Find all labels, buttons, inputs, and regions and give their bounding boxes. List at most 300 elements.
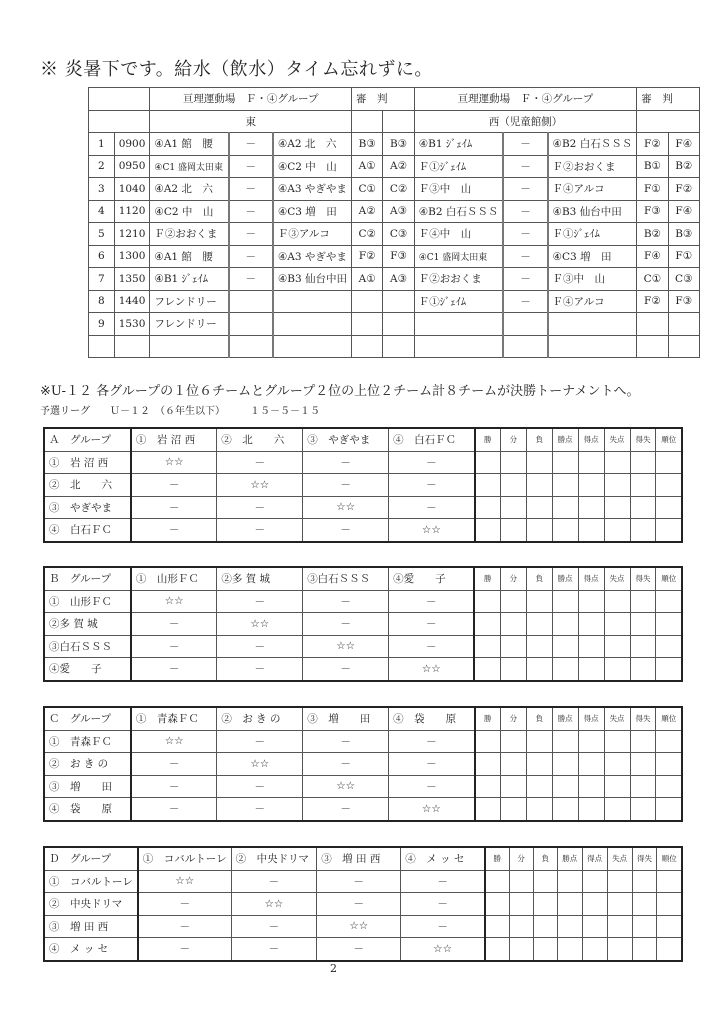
stat-cell[interactable] (656, 775, 682, 798)
stat-cell[interactable] (607, 870, 632, 893)
stat-cell[interactable] (533, 938, 557, 961)
east-away-team (273, 290, 352, 313)
schedule-side-row (89, 110, 700, 133)
result-cell[interactable]: － (217, 451, 303, 474)
stat-cell[interactable] (533, 870, 557, 893)
stat-cell[interactable] (632, 938, 657, 961)
stat-cell[interactable] (630, 519, 656, 542)
team-name: ③ 増 田 (44, 775, 131, 798)
group-d-table (43, 846, 683, 962)
result-cell[interactable]: － (131, 496, 217, 519)
stat-cell[interactable] (630, 798, 656, 821)
stat-header: 得失 (630, 567, 656, 590)
result-cell[interactable]: － (131, 519, 217, 542)
result-cell[interactable]: － (389, 635, 475, 658)
stat-cell[interactable] (582, 870, 607, 893)
result-cell[interactable]: － (389, 775, 475, 798)
opponent-column-header: ② お き の (217, 707, 303, 730)
result-cell[interactable]: － (389, 451, 475, 474)
west-referee-header: 審 判 (637, 88, 700, 111)
result-cell[interactable]: － (231, 870, 317, 893)
self-match-cell[interactable]: ☆☆ (401, 938, 485, 961)
east-referee-1: A② (352, 200, 383, 223)
stat-cell[interactable] (509, 893, 533, 916)
result-cell[interactable]: － (401, 870, 485, 893)
result-cell[interactable]: － (303, 590, 389, 613)
stat-cell[interactable] (630, 730, 656, 753)
result-cell[interactable]: － (217, 590, 303, 613)
result-cell[interactable]: － (317, 893, 401, 916)
stat-cell[interactable] (557, 893, 582, 916)
stat-cell[interactable] (656, 730, 682, 753)
tournament-notice: ※U-１２ 各グループの１位６チームとグループ２位の上位２チーム計８チームが決勝トーナメントへ。 (40, 384, 640, 399)
self-match-cell[interactable]: ☆☆ (303, 775, 389, 798)
self-match-cell[interactable]: ☆☆ (303, 496, 389, 519)
side-blank (89, 110, 150, 133)
stat-cell[interactable] (630, 590, 656, 613)
opponent-column-header: ① 岩 沼 西 (131, 428, 217, 451)
stat-cell[interactable] (526, 775, 552, 798)
stat-cell[interactable] (657, 915, 682, 938)
stat-cell[interactable] (604, 798, 630, 821)
stat-cell[interactable] (526, 519, 552, 542)
self-match-cell[interactable]: ☆☆ (131, 451, 217, 474)
west-referee-1: F③ (637, 200, 668, 223)
stat-cell[interactable] (604, 635, 630, 658)
result-cell[interactable]: － (217, 519, 303, 542)
stat-cell[interactable] (656, 753, 682, 776)
result-cell[interactable]: － (217, 798, 303, 821)
east-separator: － (229, 178, 273, 201)
schedule-row (89, 133, 700, 156)
stat-header: 得点 (578, 707, 604, 730)
result-cell[interactable]: － (303, 798, 389, 821)
result-cell[interactable]: － (389, 590, 475, 613)
stat-cell[interactable] (656, 658, 682, 681)
stat-cell[interactable] (475, 775, 501, 798)
group-title: Ｄ グループ (44, 847, 138, 870)
stat-cell[interactable] (630, 613, 656, 636)
result-cell[interactable]: － (389, 496, 475, 519)
east-referee-1: C① (352, 178, 383, 201)
west-home-team: Ｆ③中 山 (414, 178, 503, 201)
stat-cell[interactable] (657, 870, 682, 893)
team-name: ④ メ ッ セ (44, 938, 138, 961)
east-referee-1: B③ (352, 133, 383, 156)
result-cell[interactable]: － (138, 938, 231, 961)
east-separator: － (229, 155, 273, 178)
stat-cell[interactable] (582, 915, 607, 938)
stat-cell[interactable] (475, 798, 501, 821)
self-match-cell[interactable]: ☆☆ (217, 753, 303, 776)
stat-header: 勝点 (552, 567, 578, 590)
result-cell[interactable]: － (317, 870, 401, 893)
schedule-row (89, 268, 700, 291)
result-cell[interactable]: － (231, 938, 317, 961)
stat-cell[interactable] (485, 893, 509, 916)
stat-cell[interactable] (526, 798, 552, 821)
stat-cell[interactable] (604, 730, 630, 753)
stat-cell[interactable] (656, 590, 682, 613)
heat-notice: ※ 炎暑下です。給水（飲水）タイム忘れずに。 (40, 59, 433, 80)
stat-cell[interactable] (509, 938, 533, 961)
result-cell[interactable]: － (217, 496, 303, 519)
west-referee-2: C③ (668, 268, 699, 291)
west-label: 西（児童館側） (414, 110, 636, 133)
west-away-team (548, 313, 637, 336)
stat-cell[interactable] (500, 658, 526, 681)
group-a-table (43, 427, 683, 543)
east-referee-2: A③ (383, 200, 414, 223)
result-cell[interactable]: － (138, 915, 231, 938)
stat-cell[interactable] (500, 496, 526, 519)
west-home-team: ④B1 ｼﾞｪｲﾑ (414, 133, 503, 156)
east-away-team: ④A3 やぎやま (273, 245, 352, 268)
stat-cell[interactable] (485, 938, 509, 961)
stat-cell[interactable] (474, 613, 500, 636)
self-match-cell[interactable]: ☆☆ (217, 613, 303, 636)
stat-cell[interactable] (474, 590, 500, 613)
stat-cell[interactable] (632, 893, 657, 916)
result-cell[interactable]: － (131, 635, 217, 658)
stat-cell[interactable] (552, 474, 578, 497)
east-home-team: ④A2 北 六 (150, 178, 229, 201)
stat-cell[interactable] (552, 798, 578, 821)
stat-cell[interactable] (630, 496, 656, 519)
stat-cell[interactable] (578, 474, 604, 497)
result-cell[interactable]: － (217, 730, 303, 753)
stat-cell[interactable] (630, 658, 656, 681)
result-cell[interactable]: － (131, 613, 217, 636)
stat-cell[interactable] (485, 915, 509, 938)
stat-header: 失点 (604, 428, 630, 451)
result-cell[interactable]: － (131, 753, 217, 776)
stat-cell[interactable] (474, 635, 500, 658)
result-cell[interactable]: － (217, 775, 303, 798)
stat-cell[interactable] (500, 613, 526, 636)
west-referee-1: F② (637, 133, 668, 156)
result-cell[interactable]: － (303, 753, 389, 776)
stat-header: 勝 (485, 847, 509, 870)
stat-cell[interactable] (604, 613, 630, 636)
stat-header: 得点 (582, 847, 607, 870)
team-name: ② お き の (44, 753, 131, 776)
stat-cell[interactable] (578, 798, 604, 821)
stat-cell[interactable] (557, 938, 582, 961)
stat-cell[interactable] (475, 474, 501, 497)
stat-cell[interactable] (604, 451, 630, 474)
east-referee-1 (352, 290, 383, 313)
stat-cell[interactable] (526, 496, 552, 519)
stat-cell[interactable] (552, 753, 578, 776)
result-cell[interactable]: － (303, 613, 389, 636)
stat-cell[interactable] (552, 775, 578, 798)
east-label: 東 (150, 110, 352, 133)
east-separator: － (229, 268, 273, 291)
stat-cell[interactable] (604, 496, 630, 519)
west-referee-2: F③ (668, 290, 699, 313)
stat-cell[interactable] (578, 519, 604, 542)
self-match-cell[interactable]: ☆☆ (317, 915, 401, 938)
stat-cell[interactable] (657, 938, 682, 961)
stat-cell[interactable] (526, 753, 552, 776)
stat-cell[interactable] (552, 451, 578, 474)
opponent-column-header: ③ やぎやま (303, 428, 389, 451)
result-cell[interactable]: － (401, 915, 485, 938)
group-team-row (44, 730, 682, 753)
match-number: 7 (89, 268, 115, 291)
east-ref-blank-1 (352, 110, 383, 133)
stat-cell[interactable] (578, 775, 604, 798)
stat-cell[interactable] (656, 635, 682, 658)
result-cell[interactable]: － (231, 915, 317, 938)
self-match-cell[interactable]: ☆☆ (389, 798, 475, 821)
match-number: 6 (89, 245, 115, 268)
west-home-team (414, 313, 503, 336)
result-cell[interactable]: － (389, 753, 475, 776)
stat-cell[interactable] (578, 451, 604, 474)
stat-cell[interactable] (533, 893, 557, 916)
east-referee-2: B③ (383, 133, 414, 156)
stat-cell[interactable] (526, 635, 552, 658)
stat-cell[interactable] (533, 915, 557, 938)
stat-cell[interactable] (526, 474, 552, 497)
stat-cell[interactable] (578, 613, 604, 636)
west-referee-1: F② (637, 290, 668, 313)
group-team-row (44, 753, 682, 776)
stat-cell[interactable] (474, 658, 500, 681)
stat-cell[interactable] (500, 590, 526, 613)
west-away-team: Ｆ③中 山 (548, 268, 637, 291)
stat-cell[interactable] (500, 451, 526, 474)
self-match-cell[interactable]: ☆☆ (131, 730, 217, 753)
stat-cell[interactable] (557, 870, 582, 893)
result-cell[interactable]: － (303, 658, 389, 681)
group-team-row (44, 775, 682, 798)
east-separator: － (229, 200, 273, 223)
stat-cell[interactable] (552, 635, 578, 658)
stat-cell[interactable] (526, 590, 552, 613)
result-cell[interactable]: － (389, 613, 475, 636)
stat-cell[interactable] (500, 730, 526, 753)
opponent-column-header: ② 北 六 (217, 428, 303, 451)
stat-cell[interactable] (630, 753, 656, 776)
stat-header: 得失 (630, 707, 656, 730)
stat-cell[interactable] (607, 893, 632, 916)
stat-cell[interactable] (656, 474, 682, 497)
stat-cell[interactable] (475, 451, 501, 474)
opponent-column-header: ④愛 子 (389, 567, 475, 590)
stat-cell[interactable] (552, 658, 578, 681)
group-team-row (44, 938, 682, 961)
stat-cell[interactable] (632, 870, 657, 893)
stat-cell[interactable] (526, 730, 552, 753)
result-cell[interactable]: － (131, 658, 217, 681)
stat-cell[interactable] (604, 519, 630, 542)
east-referee-2: A③ (383, 268, 414, 291)
team-name: ④ 袋 原 (44, 798, 131, 821)
stat-cell[interactable] (604, 753, 630, 776)
stat-cell[interactable] (557, 915, 582, 938)
stat-cell[interactable] (578, 730, 604, 753)
stat-cell[interactable] (552, 613, 578, 636)
result-cell[interactable]: － (303, 451, 389, 474)
stat-cell[interactable] (578, 658, 604, 681)
self-match-cell[interactable]: ☆☆ (131, 590, 217, 613)
west-separator (503, 335, 547, 358)
group-team-row (44, 496, 682, 519)
west-home-team: Ｆ①ｼﾞｪｲﾑ (414, 155, 503, 178)
stat-cell[interactable] (578, 590, 604, 613)
stat-cell[interactable] (526, 451, 552, 474)
result-cell[interactable]: － (317, 938, 401, 961)
stat-header: 失点 (604, 707, 630, 730)
stat-cell[interactable] (632, 915, 657, 938)
east-home-team (150, 335, 229, 358)
east-separator: － (229, 133, 273, 156)
stat-cell[interactable] (604, 590, 630, 613)
west-separator (503, 313, 547, 336)
result-cell[interactable]: － (389, 730, 475, 753)
group-header-row (44, 707, 682, 730)
result-cell[interactable]: － (217, 635, 303, 658)
stat-header: 勝点 (557, 847, 582, 870)
stat-cell[interactable] (657, 893, 682, 916)
match-number: 4 (89, 200, 115, 223)
west-away-team: ④B3 仙台中田 (548, 200, 637, 223)
result-cell[interactable]: － (303, 730, 389, 753)
west-away-team: Ｆ④アルコ (548, 178, 637, 201)
east-referee-1: A① (352, 155, 383, 178)
team-name: ③ 増 田 西 (44, 915, 138, 938)
stat-cell[interactable] (630, 474, 656, 497)
result-cell[interactable]: － (138, 893, 231, 916)
west-referee-2: F② (668, 178, 699, 201)
stat-cell[interactable] (509, 915, 533, 938)
stat-cell[interactable] (607, 915, 632, 938)
west-separator: － (503, 200, 547, 223)
result-cell[interactable]: － (303, 474, 389, 497)
opponent-column-header: ③白石ＳＳＳ (303, 567, 389, 590)
stat-header: 分 (500, 428, 526, 451)
stat-cell[interactable] (552, 519, 578, 542)
self-match-cell[interactable]: ☆☆ (231, 893, 317, 916)
stat-cell[interactable] (578, 635, 604, 658)
stat-cell[interactable] (630, 775, 656, 798)
stat-header: 失点 (604, 567, 630, 590)
stat-cell[interactable] (552, 590, 578, 613)
team-name: ②多 賀 城 (44, 613, 131, 636)
stat-cell[interactable] (475, 753, 501, 776)
stat-header: 得失 (632, 847, 657, 870)
stat-cell[interactable] (500, 753, 526, 776)
result-cell[interactable]: － (389, 474, 475, 497)
opponent-column-header: ③ 増 田 西 (317, 847, 401, 870)
stat-cell[interactable] (582, 893, 607, 916)
stat-cell[interactable] (656, 798, 682, 821)
stat-cell[interactable] (552, 730, 578, 753)
team-name: ④ 白石ＦＣ (44, 519, 131, 542)
opponent-column-header: ④ メ ッ セ (401, 847, 485, 870)
result-cell[interactable]: － (131, 474, 217, 497)
stat-cell[interactable] (526, 613, 552, 636)
self-match-cell[interactable]: ☆☆ (389, 519, 475, 542)
stat-cell[interactable] (607, 938, 632, 961)
group-title: Ｃ グループ (44, 707, 131, 730)
result-cell[interactable]: － (401, 893, 485, 916)
opponent-column-header: ③ 増 田 (303, 707, 389, 730)
group-team-row (44, 474, 682, 497)
stat-cell[interactable] (656, 613, 682, 636)
header-blank (89, 88, 150, 111)
schedule-row (89, 290, 700, 313)
stat-cell[interactable] (656, 451, 682, 474)
stat-cell[interactable] (475, 730, 501, 753)
stat-cell[interactable] (526, 658, 552, 681)
stat-cell[interactable] (500, 635, 526, 658)
opponent-column-header: ④ 袋 原 (389, 707, 475, 730)
stat-cell[interactable] (552, 496, 578, 519)
east-home-team: ④C2 中 山 (150, 200, 229, 223)
west-referee-1 (637, 335, 668, 358)
stat-cell[interactable] (578, 753, 604, 776)
result-cell[interactable]: － (303, 519, 389, 542)
stat-cell[interactable] (630, 635, 656, 658)
team-name: ① 青森ＦＣ (44, 730, 131, 753)
west-referee-2 (668, 313, 699, 336)
west-referee-2: B③ (668, 223, 699, 246)
stat-cell[interactable] (509, 870, 533, 893)
kickoff-time: 0900 (114, 133, 150, 156)
stat-cell[interactable] (475, 496, 501, 519)
stat-header: 順位 (656, 567, 682, 590)
stat-cell[interactable] (578, 496, 604, 519)
west-separator: － (503, 268, 547, 291)
stat-cell[interactable] (604, 658, 630, 681)
result-cell[interactable]: － (131, 775, 217, 798)
stat-cell[interactable] (485, 870, 509, 893)
result-cell[interactable]: － (217, 658, 303, 681)
group-team-row (44, 613, 682, 636)
stat-header: 順位 (656, 428, 682, 451)
self-match-cell[interactable]: ☆☆ (217, 474, 303, 497)
stat-cell[interactable] (656, 519, 682, 542)
team-name: ① コバルトーレ (44, 870, 138, 893)
page-number: 2 (330, 962, 337, 975)
stat-cell[interactable] (604, 775, 630, 798)
group-header-row (44, 847, 682, 870)
stat-cell[interactable] (630, 451, 656, 474)
stat-cell[interactable] (500, 775, 526, 798)
east-home-team: フレンドリー (150, 313, 229, 336)
stat-cell[interactable] (656, 496, 682, 519)
stat-cell[interactable] (582, 938, 607, 961)
kickoff-time: 1530 (114, 313, 150, 336)
stat-cell[interactable] (500, 798, 526, 821)
self-match-cell[interactable]: ☆☆ (303, 635, 389, 658)
result-cell[interactable]: － (131, 798, 217, 821)
stat-cell[interactable] (475, 519, 501, 542)
stat-cell[interactable] (500, 474, 526, 497)
self-match-cell[interactable]: ☆☆ (138, 870, 231, 893)
self-match-cell[interactable]: ☆☆ (389, 658, 475, 681)
team-name: ③ やぎやま (44, 496, 131, 519)
stat-cell[interactable] (604, 474, 630, 497)
stat-cell[interactable] (500, 519, 526, 542)
east-away-team: ④C2 中 山 (273, 155, 352, 178)
team-name: ① 岩 沼 西 (44, 451, 131, 474)
west-separator: － (503, 290, 547, 313)
